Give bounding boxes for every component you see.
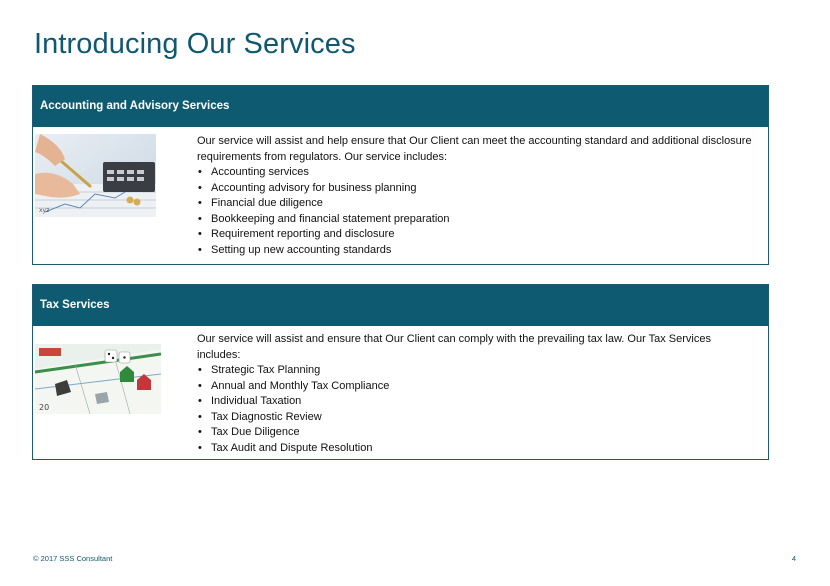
tax-services-intro: Our service will assist and ensure that Our Client can comply with the prevailing tax law. Our Tax Services includes: <box>197 333 711 361</box>
tax-services-list <box>197 363 754 456</box>
accounting-services-description <box>197 134 754 258</box>
list-item: • Strategic Tax Planning <box>197 363 754 379</box>
accounting-photo <box>35 134 156 217</box>
accounting-services-intro: Our service will assist and help ensure that Our Client can meet the accounting standard and additional disclosure requirements from regulators. Our service includes: <box>197 135 752 163</box>
tax-services-description <box>197 332 754 456</box>
accounting-services-header: Accounting and Advisory Services <box>33 86 768 127</box>
list-item: • Accounting advisory for business planning <box>197 181 754 197</box>
page-title: Introducing Our Services <box>34 28 356 60</box>
svg-text:20: 20 <box>39 403 50 412</box>
accounting-services-list <box>197 165 754 258</box>
list-item: • Requirement reporting and disclosure <box>197 227 754 243</box>
list-item: • Tax Due Diligence <box>197 425 754 441</box>
list-item: • Bookkeeping and financial statement preparation <box>197 212 754 228</box>
accounting-services-card <box>32 85 769 265</box>
list-item: • Individual Taxation <box>197 394 754 410</box>
svg-text:xyz: xyz <box>39 207 50 214</box>
list-item: • Annual and Monthly Tax Compliance <box>197 379 754 395</box>
tax-services-card <box>32 284 769 460</box>
list-item: • Setting up new accounting standards <box>197 243 754 259</box>
list-item: • Accounting services <box>197 165 754 181</box>
list-item: • Tax Audit and Dispute Resolution <box>197 441 754 457</box>
tax-services-header: Tax Services <box>33 285 768 326</box>
page-number: 4 <box>791 554 796 563</box>
list-item: • Tax Diagnostic Review <box>197 410 754 426</box>
list-item: • Financial due diligence <box>197 196 754 212</box>
board-game-photo <box>35 344 161 414</box>
copyright-footer: © 2017 SSS Consultant <box>33 554 113 563</box>
